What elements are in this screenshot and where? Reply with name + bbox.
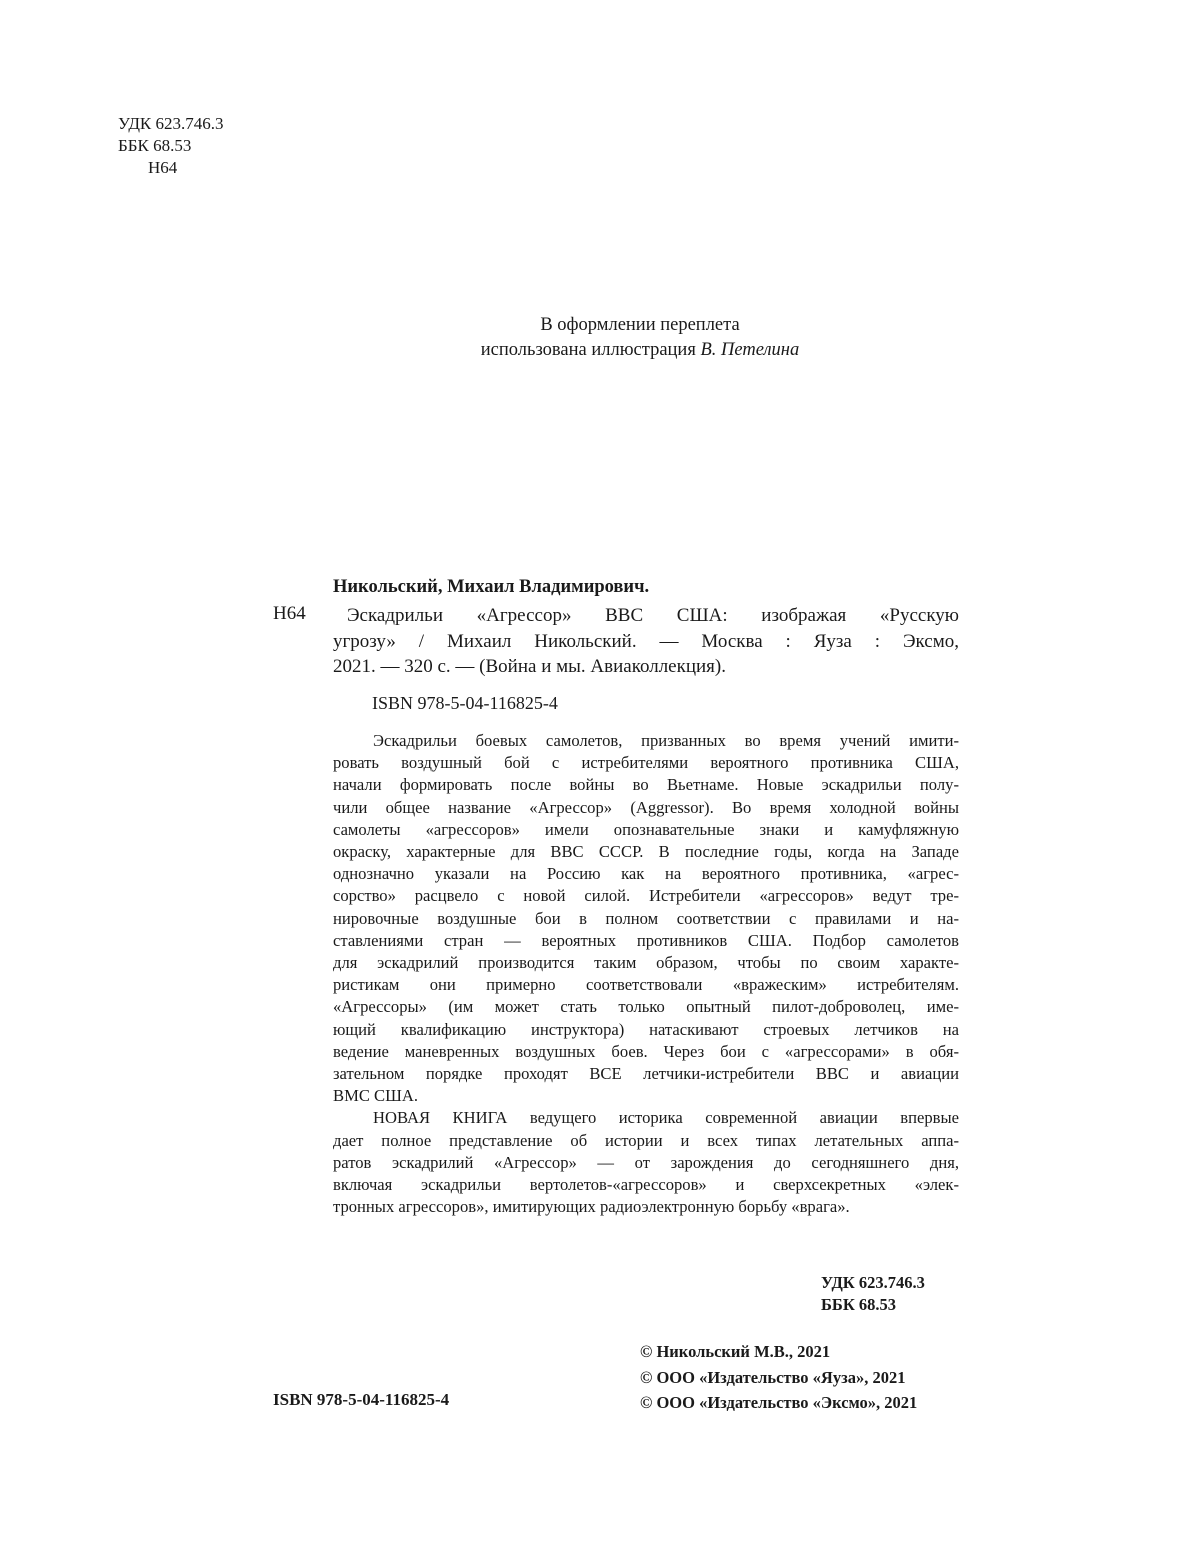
biblio-line: 2021. — 320 с. — (Война и мы. Авиаколлекция).	[333, 656, 726, 677]
copyright-block	[640, 1339, 917, 1416]
bibliographic-description	[333, 603, 959, 680]
top-classification-codes	[118, 113, 224, 179]
cover-credit-text: использована иллюстрация	[480, 340, 701, 360]
abstract-line: окраску, характерные для ВВС СССР. В последние годы, когда на Западе	[333, 842, 959, 862]
udk-code: УДК 623.746.3	[821, 1273, 925, 1292]
abstract-paragraph-1	[333, 730, 959, 1107]
illustrator-name: В. Петелина	[700, 340, 800, 360]
abstract-paragraph-2	[333, 1107, 959, 1218]
cover-credit-line1: В оформлении переплета	[540, 315, 740, 335]
isbn-bottom: ISBN 978-5-04-116825-4	[273, 1390, 450, 1409]
bbk-code: ББК 68.53	[118, 136, 192, 155]
abstract-line: ВМС США.	[333, 1086, 418, 1106]
abstract-line: тронных агрессоров», имитирующих радиоэлектронную борьбу «врага».	[333, 1197, 850, 1217]
isbn: ISBN 978-5-04-116825-4	[372, 693, 558, 713]
cover-credit-line2	[400, 338, 880, 363]
bottom-classification-codes	[821, 1272, 925, 1316]
author-mark: Н64	[148, 158, 178, 177]
author-heading: Никольский, Михаил Владимирович.	[333, 577, 650, 597]
abstract-line: ведение маневренных воздушных боев. Через бои с «агрессорами» в обя-	[333, 1041, 959, 1061]
abstract-line: сорство» расцвело с новой силой. Истребители «агрессоров» ведут тре-	[333, 886, 959, 906]
abstract-line: ставлениями стран — вероятных противников США. Подбор самолетов	[333, 930, 959, 950]
abstract-line: однозначно указали на Россию как на вероятного противника, «агрес-	[333, 864, 959, 884]
abstract-line: ристикам они примерно соответствовали «вражеским» истребителям.	[333, 975, 959, 995]
abstract-line: нировочные воздушные бои в полном соответствии с правилами и на-	[333, 908, 959, 928]
bbk-code: ББК 68.53	[821, 1295, 897, 1314]
abstract-line: Эскадрильи боевых самолетов, призванных во время учений имити-	[373, 731, 959, 750]
abstract	[333, 730, 959, 1218]
biblio-line: Эскадрильи «Агрессор» ВВС США: изображая «Русскую	[347, 605, 959, 626]
abstract-line: ратов эскадрилий «Агрессор» — от зарождения до сегодняшнего дня,	[333, 1152, 959, 1172]
abstract-line: начали формировать после войны во Вьетнаме. Новые эскадрильи полу-	[333, 775, 959, 795]
copyright-line: © ООО «Издательство «Эксмо», 2021	[640, 1393, 918, 1412]
abstract-line: дает полное представление об истории и всех типах летательных аппа-	[333, 1130, 959, 1150]
abstract-line: НОВАЯ КНИГА ведущего историка современной авиации впервые	[373, 1108, 959, 1128]
abstract-line: чили общее название «Агрессор» (Aggressor). Во время холодной войны	[333, 797, 959, 817]
abstract-line: ровать воздушный бой с истребителями вероятного противника США,	[333, 753, 959, 773]
abstract-line: зательном порядке проходят ВСЕ летчики-истребители ВВС и авиации	[333, 1064, 959, 1084]
abstract-line: самолеты «агрессоров» имели опознавательные знаки и камуфляжную	[333, 819, 959, 839]
abstract-line: «Агрессоры» (им может стать только опытный пилот-доброволец, име-	[333, 997, 959, 1017]
biblio-line: угрозу» / Михаил Никольский. — Москва : Яуза : Эксмо,	[333, 630, 959, 652]
udk-code: УДК 623.746.3	[118, 114, 224, 133]
copyright-line: © ООО «Издательство «Яуза», 2021	[640, 1367, 906, 1387]
abstract-line: для эскадрилий производится таким образом, чтобы по своим характе-	[333, 953, 959, 973]
copyright-line: © Никольский М.В., 2021	[640, 1342, 831, 1361]
cover-credit	[400, 313, 880, 363]
author-mark-biblio: Н64	[273, 603, 306, 624]
abstract-line: ющий квалификацию инструктора) натаскивают строевых летчиков на	[333, 1019, 959, 1039]
abstract-line: включая эскадрильи вертолетов-«агрессоров» и сверхсекретных «элек-	[333, 1175, 959, 1195]
